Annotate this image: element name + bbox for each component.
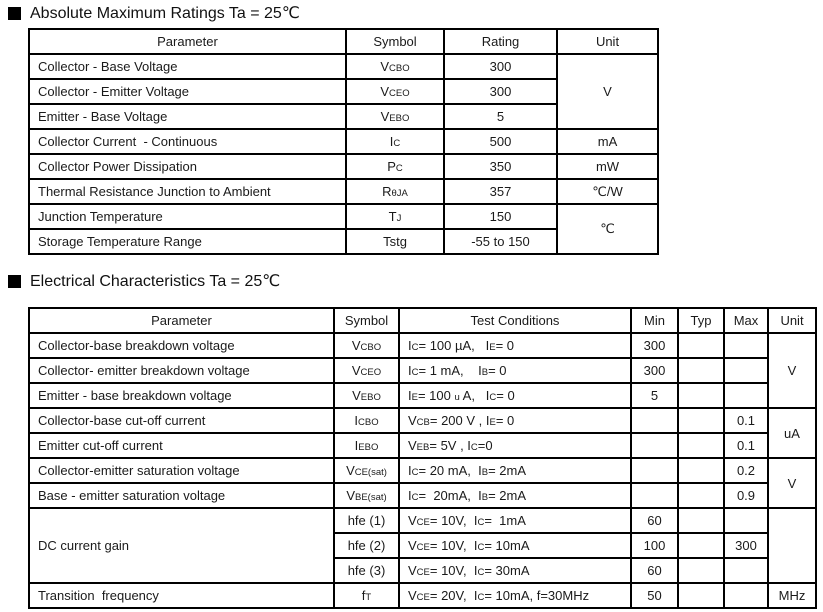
subscript-text: CE xyxy=(416,592,430,603)
test-conditions-cell xyxy=(399,433,631,458)
subscript-text: E xyxy=(489,342,496,353)
symbol-cell xyxy=(346,154,444,179)
test-conditions-cell xyxy=(399,458,631,483)
text-segment: V xyxy=(380,59,390,74)
typ-cell xyxy=(678,433,724,458)
subscript-text: EB xyxy=(416,442,430,453)
max-cell: 300 xyxy=(724,533,768,558)
table-row xyxy=(29,204,658,229)
text-segment: V xyxy=(408,513,417,528)
table-row xyxy=(29,54,658,79)
text-segment: V xyxy=(346,463,355,478)
text-segment: V xyxy=(408,588,417,603)
text-segment: P xyxy=(387,159,396,174)
min-cell: 300 xyxy=(631,333,678,358)
typ-cell xyxy=(678,558,724,583)
subscript-text: J xyxy=(396,213,402,224)
text-segment: V xyxy=(346,488,355,503)
col-header-symbol: Symbol xyxy=(334,308,399,333)
black-square-bullet-icon xyxy=(8,275,21,288)
symbol-cell xyxy=(334,583,399,608)
subscript-text: C xyxy=(477,542,485,553)
text-segment: hfe (1) xyxy=(347,513,386,528)
unit-cell: uA xyxy=(768,408,816,458)
typ-cell xyxy=(678,508,724,533)
text-segment: V xyxy=(408,413,417,428)
text-segment: R xyxy=(382,184,392,199)
text-segment: = 10V, I xyxy=(429,513,478,528)
rating-cell: 350 xyxy=(444,154,557,179)
text-segment: Tstg xyxy=(383,234,407,249)
unit-cell: V xyxy=(557,54,658,129)
rating-cell: 300 xyxy=(444,54,557,79)
subscript-text: C xyxy=(477,592,485,603)
subscript-text: C xyxy=(393,138,401,149)
max-cell xyxy=(724,383,768,408)
max-cell: 0.1 xyxy=(724,433,768,458)
text-segment: I xyxy=(408,488,412,503)
test-conditions-cell xyxy=(399,558,631,583)
col-header-unit: Unit xyxy=(557,29,658,54)
text-segment: I xyxy=(408,363,412,378)
text-segment: = 10mA xyxy=(484,538,530,553)
typ-cell xyxy=(678,583,724,608)
subscript-text: C xyxy=(470,442,478,453)
text-segment: = 20V, I xyxy=(429,588,478,603)
test-conditions-cell xyxy=(399,408,631,433)
max-cell xyxy=(724,333,768,358)
symbol-cell xyxy=(334,433,399,458)
parameter-cell: Collector Power Dissipation xyxy=(29,154,346,179)
min-cell: 60 xyxy=(631,558,678,583)
parameter-cell: Base - emitter saturation voltage xyxy=(29,483,334,508)
header-row xyxy=(29,29,658,54)
rating-cell: 357 xyxy=(444,179,557,204)
parameter-cell: Collector - Emitter Voltage xyxy=(29,79,346,104)
parameter-cell: Collector Current - Continuous xyxy=(29,129,346,154)
symbol-cell xyxy=(346,104,444,129)
rating-cell: -55 to 150 xyxy=(444,229,557,254)
symbol-cell xyxy=(346,204,444,229)
col-header-test-conditions: Test Conditions xyxy=(399,308,631,333)
symbol-cell xyxy=(334,333,399,358)
max-cell: 0.9 xyxy=(724,483,768,508)
table-row xyxy=(29,333,816,358)
symbol-cell xyxy=(334,358,399,383)
typ-cell xyxy=(678,533,724,558)
subscript-text: CE(sat) xyxy=(354,467,387,478)
text-segment: = 10mA, f=30MHz xyxy=(484,588,590,603)
text-segment: V xyxy=(352,388,361,403)
subscript-text: CEO xyxy=(360,367,382,378)
text-segment: V xyxy=(351,338,361,353)
rating-cell: 300 xyxy=(444,79,557,104)
col-header-symbol: Symbol xyxy=(346,29,444,54)
min-cell: 60 xyxy=(631,508,678,533)
symbol-cell xyxy=(334,383,399,408)
subscript-text: E xyxy=(411,392,418,403)
text-segment: = 2mA xyxy=(488,488,527,503)
header-row xyxy=(29,308,816,333)
text-segment: hfe (2) xyxy=(347,538,386,553)
col-header-parameter: Parameter xyxy=(29,308,334,333)
symbol-cell xyxy=(346,179,444,204)
text-segment: V xyxy=(380,109,390,124)
text-segment: = 20 mA, I xyxy=(418,463,482,478)
parameter-cell: Collector - Base Voltage xyxy=(29,54,346,79)
subscript-text: E xyxy=(489,417,496,428)
text-segment: I xyxy=(354,413,359,428)
table-row xyxy=(29,583,816,608)
subscript-text: θJA xyxy=(391,188,408,199)
text-segment: = 0 xyxy=(495,413,515,428)
text-segment: =0 xyxy=(477,438,493,453)
parameter-cell: Collector-emitter saturation voltage xyxy=(29,458,334,483)
subscript-text: C xyxy=(477,517,485,528)
typ-cell xyxy=(678,483,724,508)
text-segment: = 30mA xyxy=(484,563,530,578)
unit-cell xyxy=(768,508,816,583)
subscript-text: EBO xyxy=(358,442,379,453)
test-conditions-cell xyxy=(399,508,631,533)
table-row xyxy=(29,358,816,383)
col-header-unit: Unit xyxy=(768,308,816,333)
table-row xyxy=(29,508,816,533)
typ-cell xyxy=(678,333,724,358)
absolute-maximum-ratings-table xyxy=(28,28,659,255)
min-cell xyxy=(631,433,678,458)
text-segment: = 0 xyxy=(496,388,515,403)
text-segment: V xyxy=(380,84,390,99)
subscript-text: C xyxy=(411,367,419,378)
text-segment: = 0 xyxy=(488,363,507,378)
col-header-parameter: Parameter xyxy=(29,29,346,54)
table-row xyxy=(29,433,816,458)
text-segment: T xyxy=(388,209,397,224)
parameter-cell: Transition frequency xyxy=(29,583,334,608)
subscript-text: CE xyxy=(416,567,430,578)
subscript-text: C xyxy=(411,342,419,353)
text-segment: = 10V, I xyxy=(429,563,478,578)
max-cell: 0.1 xyxy=(724,408,768,433)
col-header-min: Min xyxy=(631,308,678,333)
parameter-cell: Emitter - Base Voltage xyxy=(29,104,346,129)
min-cell: 300 xyxy=(631,358,678,383)
text-segment: = 2mA xyxy=(488,463,527,478)
subscript-text: CBO xyxy=(360,342,382,353)
unit-cell: V xyxy=(768,333,816,408)
text-segment: = 5V , I xyxy=(429,438,471,453)
text-segment: I xyxy=(408,388,412,403)
symbol-cell xyxy=(334,483,399,508)
test-conditions-cell xyxy=(399,583,631,608)
unit-cell: mA xyxy=(557,129,658,154)
subscript-text: u xyxy=(454,392,460,403)
subscript-text: CEO xyxy=(389,88,410,99)
text-segment: = 1mA xyxy=(484,513,526,528)
rating-cell: 150 xyxy=(444,204,557,229)
max-cell xyxy=(724,583,768,608)
subscript-text: C xyxy=(477,567,485,578)
unit-cell: MHz xyxy=(768,583,816,608)
rating-cell: 5 xyxy=(444,104,557,129)
parameter-cell: Collector-base cut-off current xyxy=(29,408,334,433)
typ-cell xyxy=(678,383,724,408)
symbol-cell xyxy=(334,408,399,433)
text-segment: = 200 V , I xyxy=(429,413,490,428)
symbol-cell xyxy=(334,558,399,583)
text-segment: I xyxy=(408,463,412,478)
subscript-text: B xyxy=(481,367,489,378)
section-title-electrical-characteristics xyxy=(8,272,280,291)
parameter-cell: Thermal Resistance Junction to Ambient xyxy=(29,179,346,204)
max-cell xyxy=(724,358,768,383)
text-segment: = 100 µA, I xyxy=(418,338,490,353)
black-square-bullet-icon xyxy=(8,7,21,20)
parameter-cell: Emitter - base breakdown voltage xyxy=(29,383,334,408)
text-segment: = 1 mA, I xyxy=(418,363,482,378)
parameter-cell: Junction Temperature xyxy=(29,204,346,229)
col-header-typ: Typ xyxy=(678,308,724,333)
table-row xyxy=(29,408,816,433)
subscript-text: C xyxy=(395,163,403,174)
parameter-cell: DC current gain xyxy=(29,508,334,583)
test-conditions-cell xyxy=(399,533,631,558)
text-segment: hfe (3) xyxy=(347,563,386,578)
max-cell: 0.2 xyxy=(724,458,768,483)
subscript-text: B xyxy=(481,492,489,503)
subscript-text: C xyxy=(411,467,419,478)
section-title-text: Electrical Characteristics Ta = 25℃ xyxy=(30,273,281,290)
test-conditions-cell xyxy=(399,383,631,408)
typ-cell xyxy=(678,358,724,383)
subscript-text: T xyxy=(365,592,372,603)
test-conditions-cell xyxy=(399,483,631,508)
text-segment: V xyxy=(408,563,417,578)
min-cell xyxy=(631,408,678,433)
subscript-text: EBO xyxy=(360,392,381,403)
parameter-cell: Storage Temperature Range xyxy=(29,229,346,254)
text-segment: I xyxy=(408,338,412,353)
subscript-text: CBO xyxy=(389,63,410,74)
typ-cell xyxy=(678,408,724,433)
col-header-rating: Rating xyxy=(444,29,557,54)
table-row xyxy=(29,154,658,179)
rating-cell: 500 xyxy=(444,129,557,154)
table-row xyxy=(29,383,816,408)
symbol-cell xyxy=(346,229,444,254)
parameter-cell: Collector- emitter breakdown voltage xyxy=(29,358,334,383)
symbol-cell xyxy=(346,54,444,79)
text-segment: = 10V, I xyxy=(429,538,478,553)
subscript-text: CBO xyxy=(358,417,379,428)
text-segment: f xyxy=(361,588,366,603)
min-cell xyxy=(631,483,678,508)
subscript-text: BE(sat) xyxy=(354,492,387,503)
electrical-characteristics-table xyxy=(28,307,817,609)
subscript-text: CB xyxy=(416,417,430,428)
unit-cell: ℃/W xyxy=(557,179,658,204)
text-segment: = 100 xyxy=(417,388,455,403)
symbol-cell xyxy=(346,129,444,154)
unit-cell: V xyxy=(768,458,816,508)
subscript-text: EBO xyxy=(389,113,410,124)
text-segment: I xyxy=(354,438,359,453)
symbol-cell xyxy=(334,508,399,533)
min-cell xyxy=(631,458,678,483)
text-segment: I xyxy=(389,134,394,149)
table-row xyxy=(29,129,658,154)
text-segment: V xyxy=(351,363,361,378)
section-title-text: Absolute Maximum Ratings Ta = 25℃ xyxy=(30,5,300,22)
text-segment: V xyxy=(408,438,417,453)
parameter-cell: Emitter cut-off current xyxy=(29,433,334,458)
min-cell: 100 xyxy=(631,533,678,558)
text-segment: V xyxy=(408,538,417,553)
unit-cell: ℃ xyxy=(557,204,658,254)
text-segment: = 20mA, I xyxy=(418,488,482,503)
text-segment: = 0 xyxy=(495,338,515,353)
symbol-cell xyxy=(334,458,399,483)
text-segment: A, I xyxy=(459,388,490,403)
symbol-cell xyxy=(346,79,444,104)
table-row xyxy=(29,458,816,483)
parameter-cell: Collector-base breakdown voltage xyxy=(29,333,334,358)
table-row xyxy=(29,179,658,204)
section-title-absolute-maximum-ratings xyxy=(8,4,300,23)
subscript-text: C xyxy=(411,492,419,503)
min-cell: 50 xyxy=(631,583,678,608)
table-row xyxy=(29,483,816,508)
test-conditions-cell xyxy=(399,333,631,358)
col-header-max: Max xyxy=(724,308,768,333)
max-cell xyxy=(724,508,768,533)
test-conditions-cell xyxy=(399,358,631,383)
symbol-cell xyxy=(334,533,399,558)
typ-cell xyxy=(678,458,724,483)
max-cell xyxy=(724,558,768,583)
subscript-text: B xyxy=(481,467,489,478)
min-cell: 5 xyxy=(631,383,678,408)
subscript-text: CE xyxy=(416,542,430,553)
unit-cell: mW xyxy=(557,154,658,179)
subscript-text: C xyxy=(489,392,497,403)
subscript-text: CE xyxy=(416,517,430,528)
